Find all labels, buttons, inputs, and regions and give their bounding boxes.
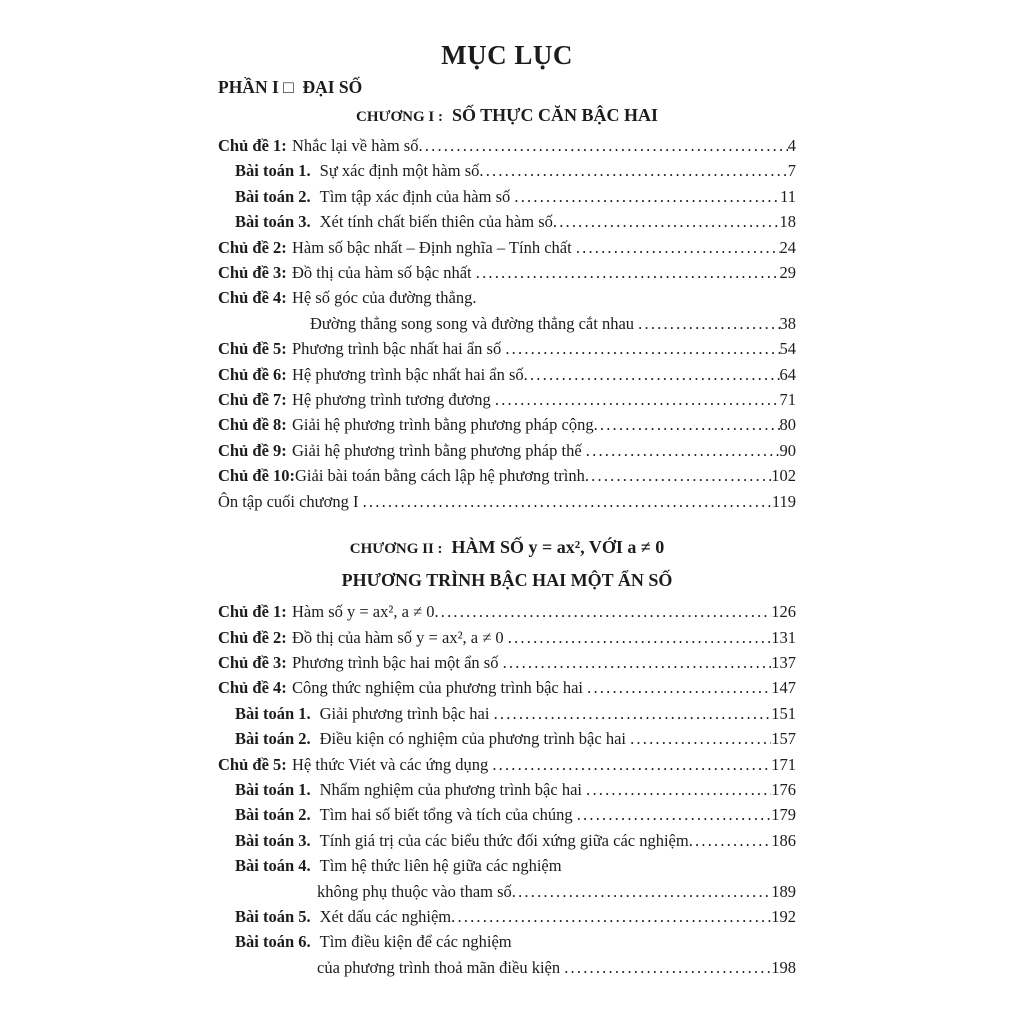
entry-title: Đồ thị của hàm số y = ax², a ≠ 0 bbox=[292, 627, 508, 647]
entry-page-number: 18 bbox=[779, 212, 796, 232]
entry-title: Hệ số góc của đường thẳng. bbox=[292, 288, 477, 308]
entry-label: Bài toán 2. bbox=[235, 729, 311, 749]
toc-entry bbox=[218, 625, 796, 650]
toc-entry-line bbox=[218, 438, 796, 463]
toc-entry-line bbox=[235, 904, 796, 929]
dot-leader bbox=[494, 701, 772, 726]
entry-page-number: 7 bbox=[787, 161, 796, 181]
entry-page-number: 157 bbox=[771, 729, 796, 749]
entry-title: Giải phương trình bậc hai bbox=[319, 703, 494, 723]
entry-label: Bài toán 1. bbox=[235, 703, 311, 723]
entry-page-number: 29 bbox=[779, 263, 796, 283]
entry-label: Bài toán 3. bbox=[235, 830, 311, 850]
entry-page-number: 119 bbox=[771, 491, 796, 511]
entry-label: Chủ đề 2: bbox=[218, 627, 287, 647]
entry-page-number: 64 bbox=[779, 364, 796, 384]
dot-leader bbox=[418, 133, 787, 158]
toc-entry bbox=[218, 675, 796, 700]
toc-entry-line bbox=[218, 285, 796, 310]
entry-title: Tìm hệ thức liên hệ giữa các nghiệm bbox=[319, 856, 562, 876]
toc-entry bbox=[218, 285, 796, 336]
toc-entry-line bbox=[218, 133, 796, 158]
chapter-1-section bbox=[218, 103, 796, 514]
toc-entry bbox=[218, 387, 796, 412]
entry-label: Chủ đề 7: bbox=[218, 390, 287, 410]
entry-label: Chủ đề 3: bbox=[218, 263, 287, 283]
dot-leader bbox=[524, 362, 780, 387]
chapter-2-title: HÀM SỐ y = ax², VỚI a ≠ 0 bbox=[451, 537, 665, 558]
toc-entry-line bbox=[218, 463, 796, 488]
entry-title: Xét tính chất biến thiên của hàm số bbox=[319, 212, 553, 232]
dot-leader bbox=[585, 463, 771, 488]
toc-entry bbox=[218, 158, 796, 183]
entry-page-number: 151 bbox=[771, 703, 796, 723]
dot-leader bbox=[476, 260, 780, 285]
entry-label: Chủ đề 10: bbox=[218, 466, 296, 486]
toc-entry bbox=[218, 726, 796, 751]
entry-label: Chủ đề 5: bbox=[218, 754, 287, 774]
entry-page-number: 147 bbox=[771, 678, 796, 698]
toc-entry-line bbox=[235, 828, 796, 853]
entry-page-number: 131 bbox=[771, 627, 796, 647]
toc-entry-line bbox=[218, 235, 796, 260]
toc-entry-line bbox=[218, 489, 796, 514]
dot-leader bbox=[479, 158, 787, 183]
toc-entry bbox=[218, 209, 796, 234]
entry-page-number: 102 bbox=[771, 466, 796, 486]
dot-leader bbox=[512, 879, 771, 904]
entry-title: Hệ phương trình tương đương bbox=[292, 390, 495, 410]
toc-entry bbox=[218, 362, 796, 387]
chapter-2-toc-list bbox=[218, 599, 796, 980]
entry-title: Hệ phương trình bậc nhất hai ẩn số bbox=[292, 364, 524, 384]
toc-entry-line bbox=[235, 209, 796, 234]
chapter-2-label: CHƯƠNG II : bbox=[349, 541, 443, 558]
toc-entry bbox=[218, 133, 796, 158]
entry-label: Bài toán 2. bbox=[235, 805, 311, 825]
entry-page-number: 11 bbox=[780, 186, 796, 206]
dot-leader bbox=[434, 599, 771, 624]
dot-leader bbox=[508, 625, 771, 650]
toc-entry-line bbox=[218, 752, 796, 777]
entry-title: Nhẩm nghiệm của phương trình bậc hai bbox=[319, 779, 587, 799]
entry-label: Chủ đề 5: bbox=[218, 339, 287, 359]
toc-entry bbox=[218, 599, 796, 624]
toc-entry-continuation-line bbox=[235, 955, 796, 980]
toc-entry-line bbox=[218, 650, 796, 675]
dot-leader bbox=[689, 828, 772, 853]
content-column bbox=[218, 0, 796, 980]
entry-page-number: 189 bbox=[771, 881, 796, 901]
toc-entry-continuation-line bbox=[218, 311, 796, 336]
entry-label: Chủ đề 3: bbox=[218, 652, 287, 672]
entry-title: Ôn tập cuối chương I bbox=[218, 491, 363, 511]
chapter-2-section bbox=[218, 535, 796, 980]
dot-leader bbox=[630, 726, 771, 751]
entry-label: Chủ đề 6: bbox=[218, 364, 287, 384]
entry-title: Tính giá trị của các biểu thức đối xứng giữa các nghiệm bbox=[319, 830, 689, 850]
page-title: MỤC LỤC bbox=[441, 40, 573, 70]
entry-page-number: 4 bbox=[787, 136, 796, 155]
entry-page-number: 198 bbox=[771, 957, 796, 977]
toc-entry-line bbox=[235, 929, 796, 954]
entry-title: Giải hệ phương trình bằng phương pháp thế bbox=[292, 440, 586, 460]
chapter-1-label: CHƯƠNG I : bbox=[356, 109, 443, 125]
dot-leader bbox=[594, 412, 780, 437]
entry-label: Bài toán 1. bbox=[235, 161, 311, 181]
toc-entry-line bbox=[218, 625, 796, 650]
entry-title: Hàm số bậc nhất – Định nghĩa – Tính chất bbox=[292, 237, 576, 257]
dot-leader bbox=[514, 184, 780, 209]
entry-label: Chủ đề 8: bbox=[218, 415, 287, 435]
entry-page-number: 54 bbox=[779, 339, 796, 359]
entry-page-number: 71 bbox=[779, 390, 796, 410]
toc-entry-line bbox=[218, 260, 796, 285]
entry-title: Sự xác định một hàm số bbox=[319, 161, 480, 181]
entry-label: Chủ đề 9: bbox=[218, 440, 287, 460]
dot-leader bbox=[363, 489, 772, 514]
toc-entry bbox=[218, 828, 796, 853]
entry-title-continued: của phương trình thoả mãn điều kiện bbox=[317, 957, 565, 977]
toc-entry bbox=[218, 336, 796, 361]
toc-entry bbox=[218, 853, 796, 904]
entry-label: Bài toán 2. bbox=[235, 186, 311, 206]
toc-entry bbox=[218, 777, 796, 802]
entry-page-number: 179 bbox=[771, 805, 796, 825]
entry-label: Bài toán 6. bbox=[235, 932, 311, 952]
toc-entry-line bbox=[235, 184, 796, 209]
toc-entry-line bbox=[218, 599, 796, 624]
dot-leader bbox=[495, 387, 780, 412]
entry-label: Bài toán 4. bbox=[235, 856, 311, 876]
toc-entry-line bbox=[235, 726, 796, 751]
toc-entry bbox=[218, 184, 796, 209]
dot-leader bbox=[587, 675, 771, 700]
dot-leader bbox=[564, 955, 771, 980]
toc-entry-line bbox=[235, 777, 796, 802]
dot-leader bbox=[505, 336, 779, 361]
toc-entry bbox=[218, 260, 796, 285]
entry-title: Hàm số y = ax², a ≠ 0 bbox=[292, 602, 435, 622]
dot-leader bbox=[586, 777, 771, 802]
toc-entry bbox=[218, 802, 796, 827]
toc-entry bbox=[218, 412, 796, 437]
toc-entry-line bbox=[218, 412, 796, 437]
dot-leader bbox=[576, 235, 780, 260]
dot-leader bbox=[577, 802, 772, 827]
entry-title: Giải hệ phương trình bằng phương pháp cộng bbox=[292, 415, 594, 435]
entry-page-number: 171 bbox=[771, 754, 796, 774]
chapter-1-toc-list bbox=[218, 133, 796, 514]
entry-label: Bài toán 5. bbox=[235, 906, 311, 926]
entry-page-number: 176 bbox=[771, 779, 796, 799]
entry-page-number: 137 bbox=[771, 652, 796, 672]
chapter-1-heading bbox=[218, 103, 796, 129]
part-heading: PHẦN I □ ĐẠI SỐ bbox=[218, 77, 363, 97]
entry-label: Chủ đề 2: bbox=[218, 237, 287, 257]
entry-title: Giải bài toán bằng cách lập hệ phương trình bbox=[295, 466, 585, 486]
toc-entry bbox=[218, 650, 796, 675]
toc-entry bbox=[218, 438, 796, 463]
entry-title-continued: Đường thẳng song song và đường thẳng cắt nhau bbox=[310, 313, 639, 333]
dot-leader bbox=[492, 752, 771, 777]
dot-leader bbox=[638, 311, 779, 336]
entry-label: Bài toán 1. bbox=[235, 779, 311, 799]
entry-title-continued: không phụ thuộc vào tham số bbox=[317, 881, 512, 901]
toc-entry-line bbox=[235, 158, 796, 183]
toc-entry-line bbox=[218, 387, 796, 412]
entry-title: Phương trình bậc nhất hai ẩn số bbox=[292, 339, 506, 359]
toc-entry bbox=[218, 489, 796, 514]
toc-entry-line bbox=[218, 336, 796, 361]
entry-page-number: 186 bbox=[771, 830, 796, 850]
dot-leader bbox=[451, 904, 771, 929]
toc-entry-line bbox=[235, 853, 796, 878]
entry-page-number: 126 bbox=[771, 602, 796, 622]
toc-entry-line bbox=[218, 362, 796, 387]
dot-leader bbox=[553, 209, 780, 234]
dot-leader bbox=[586, 438, 780, 463]
entry-label: Chủ đề 4: bbox=[218, 678, 287, 698]
entry-page-number: 90 bbox=[779, 440, 796, 460]
entry-title: Nhắc lại về hàm số bbox=[292, 136, 419, 155]
entry-label: Chủ đề 1: bbox=[218, 602, 287, 622]
chapter-2-heading bbox=[218, 535, 796, 561]
chapter-2-subtitle: PHƯƠNG TRÌNH BẬC HAI MỘT ẨN SỐ bbox=[341, 570, 673, 591]
toc-entry-continuation-line bbox=[235, 879, 796, 904]
toc-entry-line bbox=[235, 701, 796, 726]
chapter-1-title: SỐ THỰC CĂN BẬC HAI bbox=[451, 105, 658, 125]
entry-title: Điều kiện có nghiệm của phương trình bậc hai bbox=[319, 729, 631, 749]
entry-title: Phương trình bậc hai một ẩn số bbox=[292, 652, 503, 672]
toc-entry bbox=[218, 701, 796, 726]
entry-page-number: 24 bbox=[779, 237, 796, 257]
entry-title: Xét dấu các nghiệm bbox=[319, 906, 452, 926]
entry-label: Chủ đề 1: bbox=[218, 136, 287, 155]
entry-title: Tìm tập xác định của hàm số bbox=[319, 186, 515, 206]
toc-entry-line bbox=[235, 802, 796, 827]
toc-entry bbox=[218, 752, 796, 777]
entry-label: Bài toán 3. bbox=[235, 212, 311, 232]
entry-page-number: 80 bbox=[779, 415, 796, 435]
entry-page-number: 192 bbox=[771, 906, 796, 926]
toc-entry bbox=[218, 463, 796, 488]
toc-entry bbox=[218, 235, 796, 260]
toc-entry bbox=[218, 904, 796, 929]
toc-entry-line bbox=[218, 675, 796, 700]
dot-leader bbox=[503, 650, 772, 675]
entry-title: Hệ thức Viét và các ứng dụng bbox=[292, 754, 493, 774]
entry-page-number: 38 bbox=[779, 313, 796, 333]
entry-title: Công thức nghiệm của phương trình bậc hai bbox=[292, 678, 588, 698]
entry-title: Tìm điều kiện để các nghiệm bbox=[319, 932, 512, 952]
toc-entry bbox=[218, 929, 796, 980]
entry-label: Chủ đề 4: bbox=[218, 288, 287, 308]
entry-title: Tìm hai số biết tổng và tích của chúng bbox=[319, 805, 577, 825]
entry-title: Đồ thị của hàm số bậc nhất bbox=[292, 263, 476, 283]
